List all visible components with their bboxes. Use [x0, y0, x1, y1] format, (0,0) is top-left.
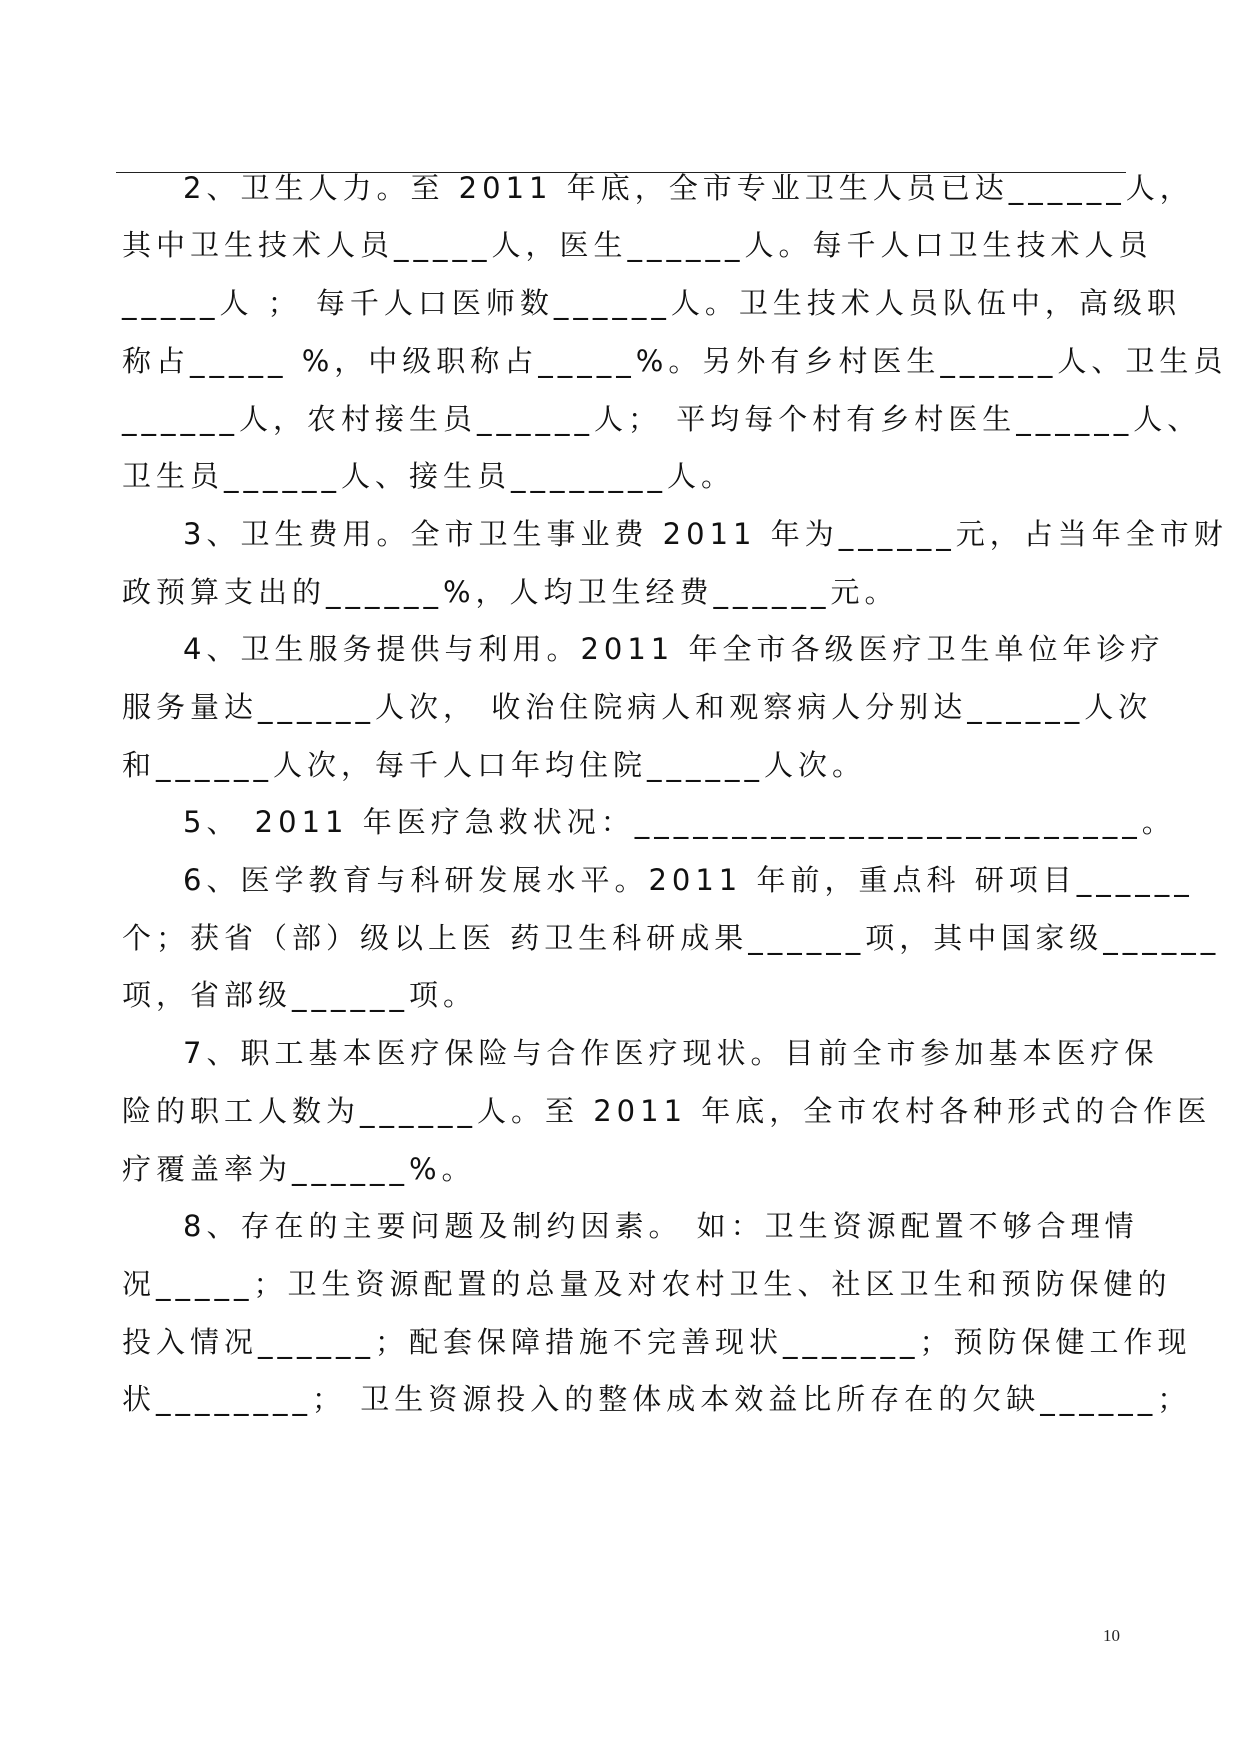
text-line: 其中卫生技术人员_____人，医生______人。每千人口卫生技术人员 [122, 228, 1153, 262]
text-line: 卫生员______人、接生员________人。 [122, 459, 736, 493]
text-line: 政预算支出的______%，人均卫生经费______元。 [122, 575, 899, 609]
text-line: 个；获省（部）级以上医 药卫生科研成果______项，其中国家级______ [122, 921, 1221, 955]
text-line: 疗覆盖率为______%。 [122, 1152, 476, 1186]
text-line: 险的职工人数为______人。至 2011 年底，全市农村各种形式的合作医 [122, 1094, 1212, 1128]
text-line: 3、卫生费用。全市卫生事业费 2011 年为______元，占当年全市财 [183, 517, 1228, 551]
text-line: 称占_____ %，中级职称占_____%。另外有乡村医生______人、卫生员 [122, 344, 1228, 378]
text-line: ______人，农村接生员______人； 平均每个村有乡村医生______人、 [122, 402, 1202, 436]
text-line: 状________； 卫生资源投入的整体成本效益比所存在的欠缺______； [122, 1382, 1192, 1416]
text-line: 况_____；卫生资源配置的总量及对农村卫生、社区卫生和预防保健的 [122, 1267, 1172, 1301]
text-line: 4、卫生服务提供与利用。2011 年全市各级医疗卫生单位年诊疗 [183, 632, 1165, 666]
text-line: 7、职工基本医疗保险与合作医疗现状。目前全市参加基本医疗保 [183, 1036, 1159, 1070]
page-number: 10 [1103, 1626, 1120, 1645]
text-line: _____人 ； 每千人口医师数______人。卫生技术人员队伍中，高级职 [122, 286, 1181, 320]
text-line: 和______人次，每千人口年均住院______人次。 [122, 748, 867, 782]
text-line: 8、存在的主要问题及制约因素。 如：卫生资源配置不够合理情 [183, 1209, 1139, 1243]
text-line: 2、卫生人力。至 2011 年底，全市专业卫生人员已达______人， [183, 171, 1194, 205]
text-line: 服务量达______人次， 收治住院病人和观察病人分别达______人次 [122, 690, 1153, 724]
text-line: 投入情况______；配套保障措施不完善现状_______；预防保健工作现 [122, 1325, 1192, 1359]
text-line: 项，省部级______项。 [122, 978, 478, 1012]
text-line: 5、 2011 年医疗急救状况：__________________________。 [183, 805, 1176, 839]
text-line: 6、医学教育与科研发展水平。2011 年前，重点科 研项目______ [183, 863, 1194, 897]
